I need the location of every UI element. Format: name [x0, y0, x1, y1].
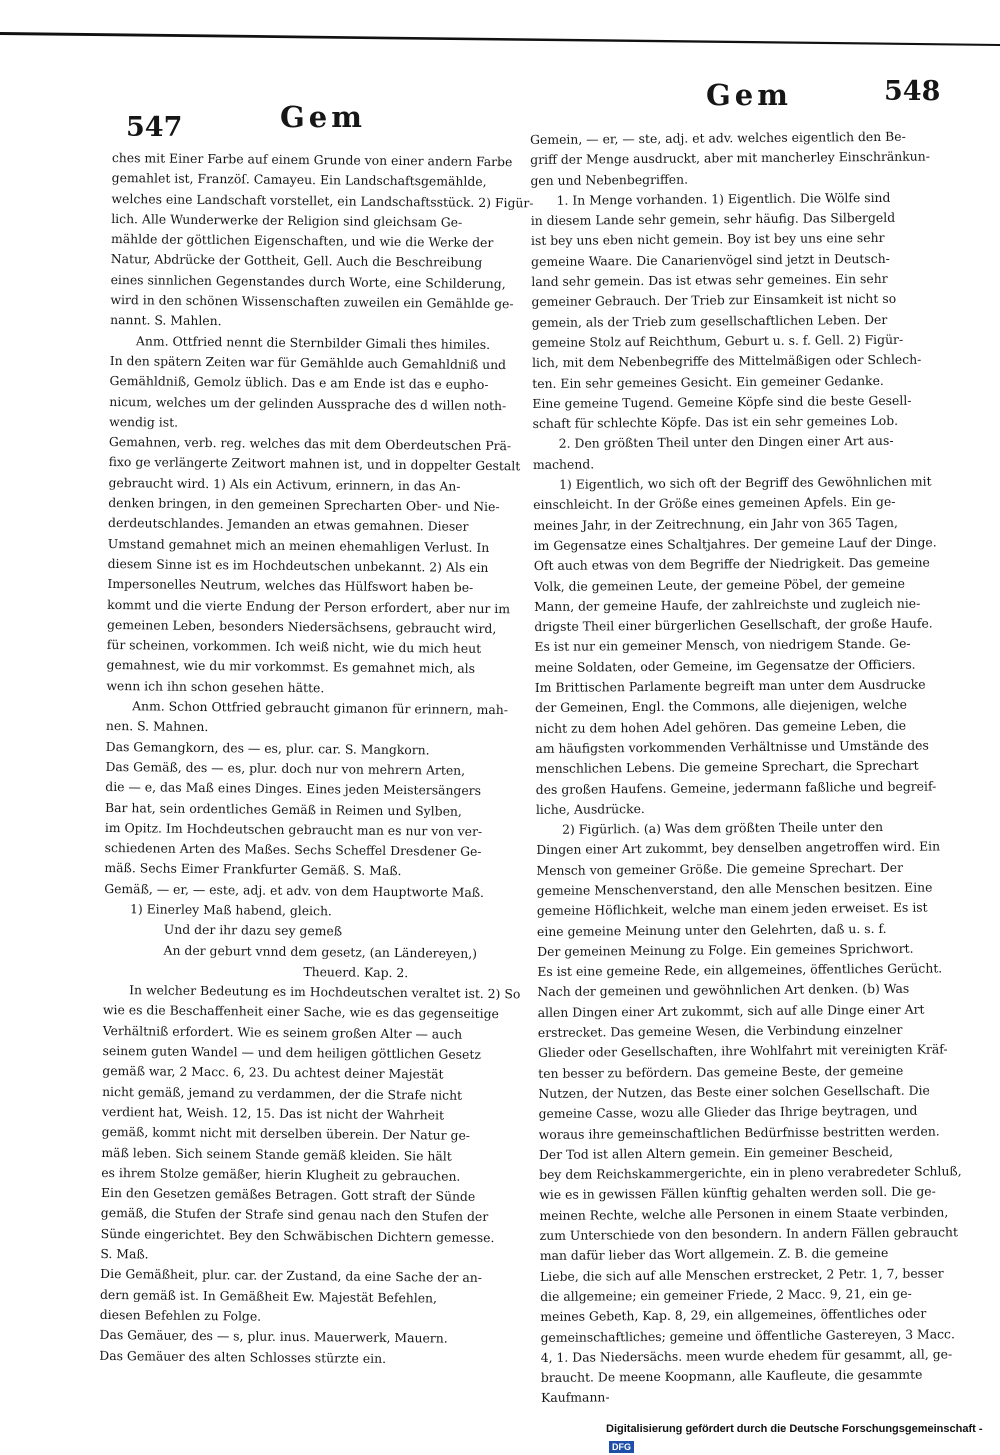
text-line: gemeiner Gebrauch. Der Trieb zur Einsamkeit ist nicht so [531, 291, 897, 310]
text-line: mäß. Sechs Eimer Frankfurter Gemäß. S. Maß. [104, 860, 402, 879]
text-line: Das Gemäuer des alten Schlosses stürzte ein. [99, 1347, 387, 1366]
text-line: machend. [532, 456, 595, 472]
text-line: schaft für schlechte Köpfe. Das ist ein sehr gemeines Lob. [532, 412, 899, 432]
right-running-head: Gem [706, 78, 792, 112]
text-line: Sünde eingerichtet. Bey den Schwäbischen Dichtern gemesse. [100, 1225, 495, 1245]
scan-corner-artifact [0, 0, 1000, 48]
text-line: Anm. Ottfried nennt die Sternbilder Gimali thes himiles. [135, 332, 491, 352]
text-line: Impersonelles Neutrum, welches das Hülfswort haben be- [107, 576, 474, 596]
text-line: nen. S. Mahnen. [105, 718, 209, 735]
text-line: liche, Ausdrücke. [535, 800, 645, 817]
text-line: einschleicht. In der Größe eines gemeinen Apfels. Ein ge- [533, 494, 896, 513]
text-line: meines Gebeth, Kap. 8, 29, ein allgemeines, öffentliches oder [540, 1305, 927, 1325]
text-line: menschlichen Lebens. Die gemeine Sprechart, die Sprechart [535, 757, 919, 777]
text-line: S. Maß. [100, 1245, 149, 1262]
text-line: Glieder oder Gesellschaften, ihre Wohlfahrt mit vereinigten Kräf- [537, 1041, 948, 1061]
text-line: lich. Alle Wunderwerke der Religion sind gleichsam Ge- [111, 210, 463, 230]
text-line: griff der Menge ausdruckt, aber mit mancherley Einschränkun- [530, 148, 930, 168]
text-line: Es ist nur ein gemeiner Mensch, von niedrigem Stande. Ge- [534, 636, 911, 655]
text-line: ist bey uns eben nicht gemein. Boy ist bey uns eine sehr [530, 230, 885, 249]
text-line: gemahlet ist, Franzöſ. Camayeu. Ein Landschaftsgemählde, [111, 170, 487, 190]
text-line: Natur, Abdrücke der Gottheit, Gell. Auch die Beschreibung [110, 251, 483, 271]
text-line: drigste Theil einer bürgerlichen Gesellschaft, der große Haufe. [534, 615, 933, 635]
text-line: 1) Einerley Maß habend, gleich. [129, 901, 333, 919]
footer-text: Digitalisierung gefördert durch die Deutsche Forschungsgemeinschaft - [606, 1423, 983, 1435]
text-line: ches mit Einer Farbe auf einem Grunde von einer andern Farbe [111, 149, 513, 170]
text-line: gemeine Casse, wozu alle Glieder das Ihrige beytragen, und [538, 1102, 918, 1122]
text-line: seinem guten Wandel — und dem heiligen göttlichen Gesetz [102, 1043, 481, 1062]
text-line: Es ist eine gemeine Rede, ein allgemeines, öffentliches Gerücht. [537, 960, 943, 980]
text-line: Umstand gemahnet mich an meinen ehemahligen Verlust. In [107, 535, 490, 555]
text-line: Der Tod ist allen Altern gemein. Ein gemeiner Bescheid, [538, 1143, 894, 1162]
text-line: allen Dingen einer Art zukommt, sich auf alle Dinge einer Art [537, 1001, 925, 1020]
text-line: nannt. S. Mahlen. [110, 312, 222, 329]
text-line: nicum, welches um der gelinden Aussprache des d willen noth- [109, 393, 507, 413]
text-line: gemeinen Leben, besonders Niedersächsens, gebraucht wird, [106, 616, 497, 636]
text-line: nicht gemäß, jemand zu verdammen, der die Strafe nicht [102, 1083, 463, 1103]
text-line: man dafür lieber das Wort allgemein. Z. B. die gemeine [539, 1245, 889, 1264]
text-line: die — e, das Maß eines Dinges. Eines jeden Meistersängers [105, 779, 482, 799]
text-line: In welcher Bedeutung es im Hochdeutschen veraltet ist. 2) So [129, 982, 521, 1002]
text-line: im Opitz. Im Hochdeutschen gebraucht man es nur von ver- [104, 819, 483, 839]
text-line: Theuerd. Kap. 2. [303, 963, 409, 981]
text-line: wie es in gewissen Fällen künftig gehalten werden soll. Die ge- [539, 1183, 936, 1203]
text-line: kommt und die vierte Endung der Person erfordert, aber nur im [107, 596, 511, 616]
text-line: gemeine Menschenverstand, den alle Menschen besitzen. Eine [536, 879, 933, 898]
text-line: ten besser zu befördern. Das gemeine Beste, der gemeine [538, 1062, 904, 1081]
text-line: Der gemeinen Meinung zu Folge. Ein gemeines Sprichwort. [537, 940, 914, 959]
text-line: Die Gemäßheit, plur. car. der Zustand, da eine Sache der an- [100, 1266, 483, 1286]
text-line: verdient hat, Weish. 12, 15. Das ist nicht der Wahrheit [101, 1103, 445, 1123]
text-line: 2) Figürlich. (a) Was dem größten Theile unter den [562, 819, 884, 837]
text-line: Das Gemangkorn, des — es, plur. car. S. Mangkorn. [105, 738, 430, 757]
text-line: gemeinschaftliches; gemeine und öffentliche Gastereyen, 3 Macc. [540, 1325, 955, 1345]
text-line: Im Brittischen Parlamente begreift man unter dem Ausdrucke [534, 676, 926, 695]
text-line: schiedenen Arten des Maßes. Sechs Scheffel Dresdener Ge- [104, 840, 482, 860]
text-line: Liebe, die sich auf alle Menschen erstrecket, 2 Petr. 1, 7, besser [539, 1265, 944, 1284]
text-line: 2. Den größten Theil unter den Dingen einer Art aus- [558, 433, 894, 452]
text-line: Dingen einer Art zukommt, bey denselben angetroffen wird. Ein [536, 838, 941, 858]
text-line: Ein den Gesetzen gemäßes Betragen. Gott straft der Sünde [100, 1185, 476, 1205]
text-line: Anm. Schon Ottfried gebraucht gimanon für erinnern, mah- [132, 698, 509, 718]
text-line: Oft auch etwas von dem Begriffe der Niedrigkeit. Das gemeine [533, 554, 930, 574]
text-line: wenn ich ihn schon gesehen hätte. [106, 677, 325, 695]
text-line: meinen Rechte, welche alle Personen in einem Staate verbinden, [539, 1204, 949, 1223]
text-line: am häufigsten vorkommenden Verhältnisse und Umstände des [535, 737, 929, 756]
text-line: diesem Sinne ist es im Hochdeutschen unbekannt. 2) Als ein [107, 555, 489, 575]
text-line: wird in den schönen Wissenschaften zuweilen ein Gemählde ge- [110, 292, 514, 312]
footer-credit [606, 1417, 996, 1452]
text-line: zum Unterschiede von den besondern. In andern Fällen gebraucht [539, 1224, 958, 1243]
text-line: eines sinnlichen Gegenstandes durch Worte, eine Schilderung, [110, 271, 506, 291]
text-line: gemeine Höflichkeit, welche man einem jeden erweiset. Es ist [536, 899, 928, 919]
text-line: 4, 1. Das Niedersächs. meen wurde ehedem für gesammt, all, ge- [540, 1346, 953, 1365]
text-line: Volk, die gemeinen Leute, der gemeine Pöbel, der gemeine [533, 575, 905, 594]
dfg-logo: DFG [609, 1441, 634, 1453]
right-page-number: 548 [884, 76, 941, 107]
text-line: gemeine Stolz auf Reichthum, Geburt u. s. f. Gell. 2) Figür- [531, 331, 904, 350]
text-line: wendig ist. [109, 413, 179, 430]
text-line: gen und Nebenbegriffen. [530, 171, 689, 188]
text-line: nicht zu dem hohen Adel gehören. Das gemeine Leben, die [535, 717, 907, 736]
text-line: in diesem Lande sehr gemein, sehr häufig. Das Silbergeld [530, 210, 896, 229]
text-line: In den spätern Zeiten war für Gemählde auch Gemahldniß und [109, 352, 507, 373]
text-line: land sehr gemein. Das ist etwas sehr gemeines. Ein sehr [531, 270, 888, 290]
text-line: die allgemeine; ein gemeiner Friede, 2 Macc. 9, 21, ein ge- [540, 1285, 912, 1304]
text-line: gemäß, kommt nicht mit derselben überein. Der Natur ge- [101, 1124, 471, 1144]
text-line: gemeine Waare. Die Canarienvögel sind jetzt in Deutsch- [531, 250, 890, 269]
text-line: gebraucht wird. 1) Als ein Activum, erinnern, in das An- [108, 474, 461, 494]
text-line: ten. Ein sehr gemeines Gesicht. Ein gemeiner Gedanke. [532, 372, 884, 391]
text-line: für scheinen, vorkommen. Ich weiß nicht, wie du mich heut [106, 637, 482, 657]
text-line: eine gemeine Meinung unter den Gelehrten, daß u. s. f. [536, 920, 887, 939]
text-line: Eine gemeine Tugend. Gemeine Köpfe sind die beste Gesell- [532, 392, 912, 411]
text-line: Und der ihr dazu sey gemeß [163, 921, 343, 939]
text-line: Das Gemäß, des — es, plur. doch nur von mehrern Arten, [105, 758, 466, 778]
text-line: gemahnest, wie du mir vorkommst. Es gemahnet mich, als [106, 657, 476, 677]
left-running-head: Gem [280, 100, 366, 134]
text-line: denken bringen, in den gemeinen Sprecharten Ober- und Nie- [108, 495, 500, 515]
left-page-number: 547 [126, 112, 183, 143]
text-line: Verhältniß erfordert. Wie es seinem großen Alter — auch [102, 1022, 463, 1042]
text-line: Gemahnen, verb. reg. welches das mit dem Oberdeutschen Prä- [108, 434, 512, 454]
text-line: An der geburt vnnd dem gesetz, (an Ländereyen,) [163, 942, 478, 961]
text-line: gemäß, die Stufen der Strafe sind genau nach den Stufen der [100, 1205, 489, 1225]
text-line: 1) Eigentlich, wo sich oft der Begriff des Gewöhnlichen mit [559, 473, 932, 492]
right-text-column [530, 126, 985, 1409]
text-line: Gemähldniß, Gemolz üblich. Das e am Ende ist das e eupho- [109, 373, 489, 393]
text-line: Gemein, — er, — ste, adj. et adv. welches eigentlich den Be- [530, 128, 906, 147]
text-line: derdeutschlandes. Jemanden an etwas gemahnen. Dieser [107, 515, 469, 535]
left-text-column [99, 148, 548, 1370]
text-line: fixo ge verlängerte Zeitwort mahnen ist, und in doppelter Gestalt [108, 454, 521, 474]
text-line: Mann, der gemeine Haufe, der zahlreichste und zugleich nie- [534, 595, 921, 614]
text-line: gemein, als der Trieb zum gesellschaftlichen Leben. Der [531, 311, 888, 330]
text-line: Das Gemäuer, des — s, plur. inus. Mauerwerk, Mauern. [99, 1327, 448, 1346]
text-line: Nutzen, der Nutzen, das Beste einer solchen Gesellschaft. Die [538, 1082, 930, 1101]
text-line: erstrecket. Das gemeine Wesen, die Verbindung einzelner [537, 1021, 903, 1041]
text-line: mählde der göttlichen Eigenschaften, und wie die Werke der [110, 231, 494, 251]
text-line: bey dem Reichskammergerichte, ein in pleno verabredeter Schluß, [539, 1163, 962, 1183]
text-line: der Gemeinen, Engl. the Commons, alle diejenigen, welche [534, 697, 908, 716]
text-line: diesen Befehlen zu Folge. [99, 1306, 262, 1324]
text-line: dern gemäß ist. In Gemäßheit Ew. Majestät Befehlen, [99, 1286, 438, 1306]
text-line: woraus ihre gemeinschaftlichen Bedürfnisse bestritten werden. [538, 1123, 940, 1142]
text-line: Kaufmann- [540, 1389, 610, 1406]
text-line: lich, mit dem Nebenbegriffe des Mittelmäßigen oder Schlech- [531, 351, 922, 371]
text-line: braucht. De meene Koopmann, alle Kaufleute, die gesammte [540, 1366, 923, 1386]
text-line: es ihrem Stolze gemäßer, hierin Klugheit zu gebrauchen. [101, 1164, 461, 1184]
text-line: meines Jahr, in der Zeitrechnung, ein Jahr von 365 Tagen, [533, 514, 898, 533]
text-line: mäß leben. Sich seinem Stande gemäß kleiden. Sie hält [101, 1144, 452, 1164]
text-line: im Gegensatze eines Schaltjahres. Der gemeine Lauf der Dinge. [533, 534, 937, 553]
text-line: welches eine Landschaft vorstellet, ein Landschaftsstück. 2) Figür- [111, 190, 534, 211]
text-line: meine Soldaten, oder Gemeine, im Gegensatze der Officiers. [534, 656, 916, 675]
text-line: gemäß war, 2 Macc. 6, 23. Du achtest deiner Majestät [102, 1063, 444, 1082]
text-line: Gemäß, — er, — este, adj. et adv. von dem Hauptworte Maß. [104, 880, 485, 900]
text-line: Nach der gemeinen und gewöhnlichen Art denken. (b) Was [537, 981, 910, 1000]
text-line: 1. In Menge vorhanden. 1) Eigentlich. Die Wölfe sind [556, 189, 891, 208]
text-line: Bar hat, sein ordentliches Gemäß in Reimen und Sylben, [105, 799, 462, 819]
text-line: Mensch von gemeiner Größe. Die gemeine Sprechart. Der [536, 859, 904, 878]
text-line: wie es die Beschaffenheit einer Sache, wie es das gegenseitige [102, 1002, 500, 1022]
text-line: des großen Haufens. Gemeine, jedermann faßliche und begreif- [535, 777, 937, 797]
